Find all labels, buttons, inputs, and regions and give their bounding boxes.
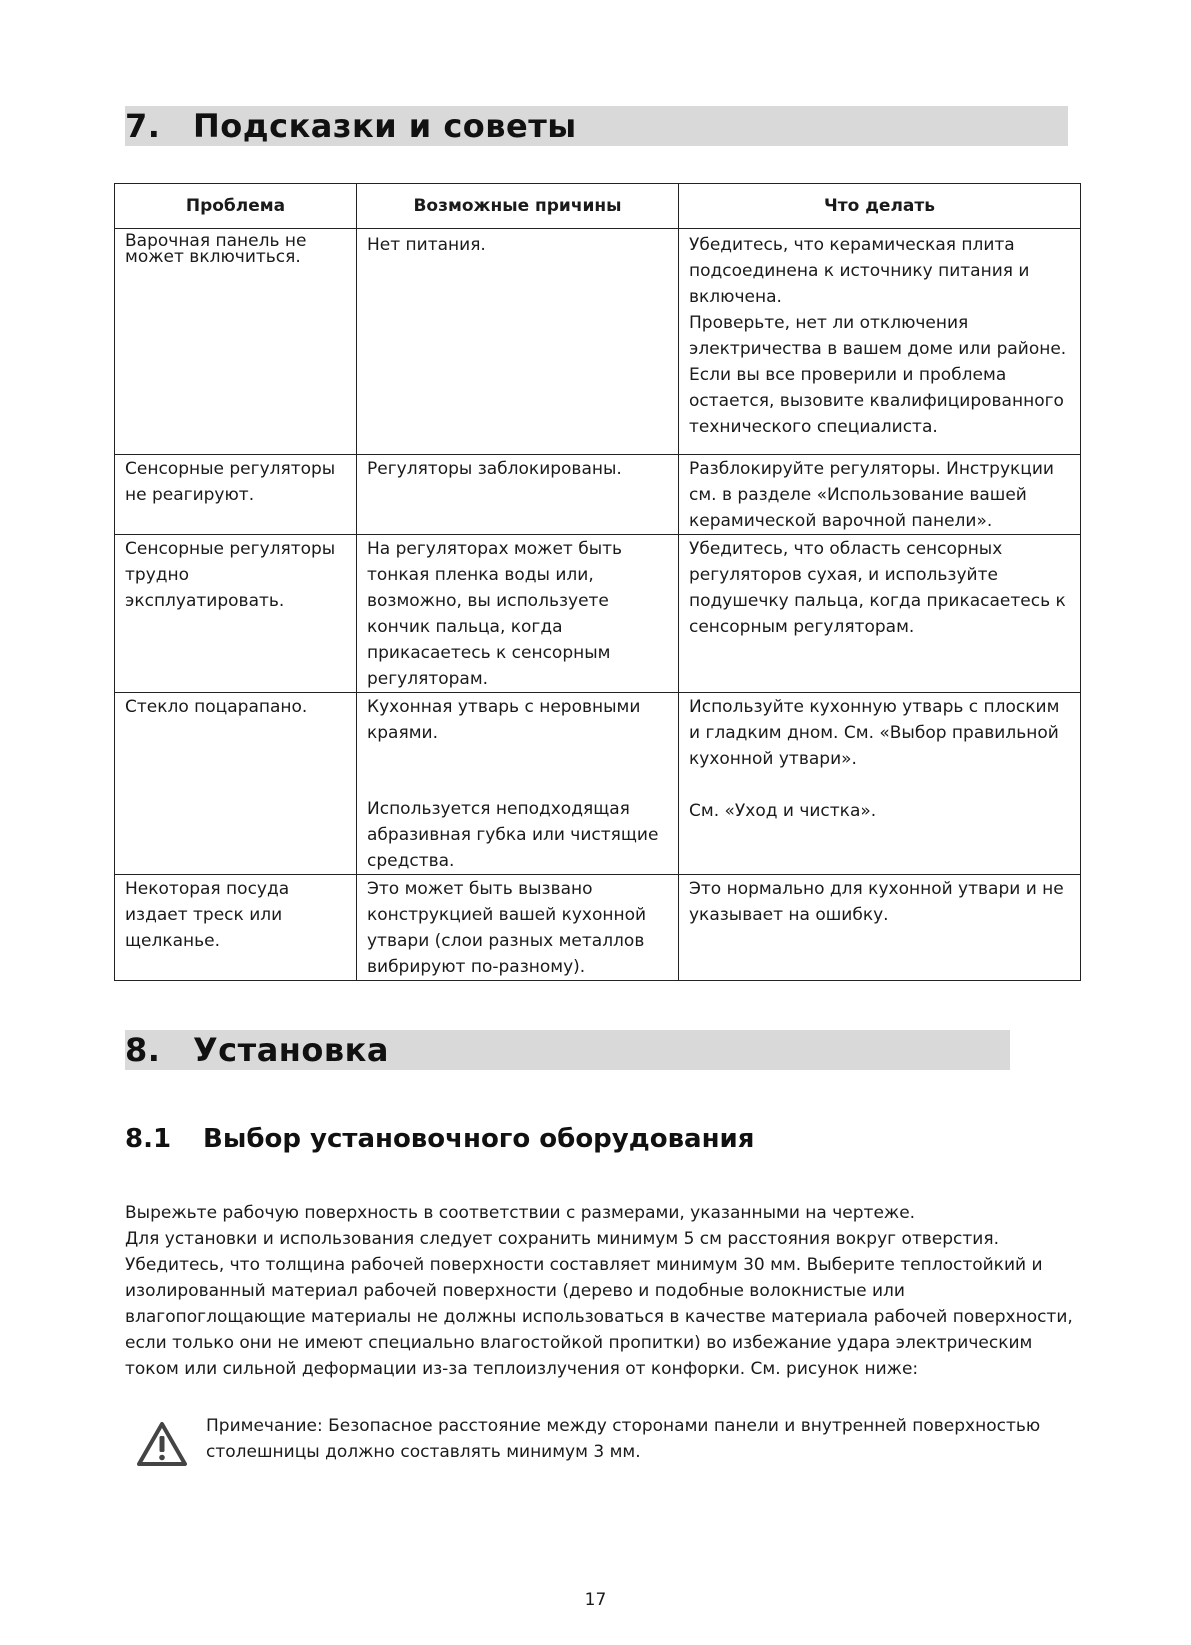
section-8-title-text: Установка bbox=[193, 1031, 389, 1069]
section-8-number: 8. bbox=[125, 1031, 161, 1069]
section-7-title-text: Подсказки и советы bbox=[193, 107, 577, 145]
action-text-2: Проверьте, нет ли отключения электричества в вашем доме или районе. Если вы все проверили и проблема остается, вызовите квалифицированного технического специалиста. bbox=[689, 313, 1067, 437]
header-action: Что делать bbox=[679, 184, 1081, 229]
body-line-2: Для установки и использования следует сохранить минимум 5 см расстояния вокруг отверстия. bbox=[125, 1229, 999, 1249]
cause-cell bbox=[357, 693, 679, 875]
action-text-2: См. «Уход и чистка». bbox=[689, 801, 877, 821]
action-cell bbox=[679, 229, 1081, 455]
action-cell: Убедитесь, что область сенсорных регуляторов сухая, и используйте подушечку пальца, когда прикасаетесь к сенсорным регуляторам. bbox=[679, 535, 1081, 693]
section-8-title bbox=[125, 1031, 389, 1069]
header-causes: Возможные причины bbox=[357, 184, 679, 229]
body-line-1: Вырежьте рабочую поверхность в соответствии с размерами, указанными на чертеже. bbox=[125, 1203, 916, 1223]
safety-note bbox=[136, 1413, 1096, 1473]
table-row bbox=[115, 875, 1081, 981]
problem-cell: Варочная панель не может включиться. bbox=[115, 229, 357, 455]
table-header-row bbox=[115, 184, 1081, 229]
section-8-heading bbox=[125, 1030, 1010, 1070]
troubleshooting-table bbox=[114, 183, 1081, 981]
cause-text: Кухонная утварь с неровными краями. bbox=[367, 697, 641, 743]
section-7-number: 7. bbox=[125, 107, 161, 145]
action-text: Используйте кухонную утварь с плоским и гладким дном. См. «Выбор правильной кухонной утвари». bbox=[689, 697, 1060, 769]
cause-cell: Регуляторы заблокированы. bbox=[357, 455, 679, 535]
table-row bbox=[115, 535, 1081, 693]
problem-cell: Сенсорные регуляторы трудно эксплуатировать. bbox=[115, 535, 357, 693]
header-problem: Проблема bbox=[115, 184, 357, 229]
action-cell: Это нормально для кухонной утвари и не указывает на ошибку. bbox=[679, 875, 1081, 981]
section-8-1-title bbox=[125, 1124, 754, 1154]
action-cell bbox=[679, 693, 1081, 875]
table-row bbox=[115, 229, 1081, 455]
note-text: Примечание: Безопасное расстояние между сторонами панели и внутренней поверхностью столешницы должно составлять минимум 3 мм. bbox=[206, 1416, 1041, 1462]
section-7-heading bbox=[125, 106, 1068, 146]
warning-triangle-icon bbox=[136, 1421, 188, 1467]
section-7-title bbox=[125, 107, 577, 145]
action-cell: Разблокируйте регуляторы. Инструкции см. в разделе «Использование вашей керамической варочной панели». bbox=[679, 455, 1081, 535]
cause-text-2: Используется неподходящая абразивная губка или чистящие средства. bbox=[367, 799, 659, 871]
installation-paragraph bbox=[125, 1200, 1085, 1382]
problem-cell: Стекло поцарапано. bbox=[115, 693, 357, 875]
body-line-3: Убедитесь, что толщина рабочей поверхности составляет минимум 30 мм. Выберите теплостойкий и изолированный материал рабочей поверхности (дерево и подобные волокнистые или влагопоглощающие материалы не должны использоваться в качестве материала рабочей поверхности, если только они не имеют специально влагостойкой пропитки) во избежание удара электрическим током или сильной деформации из-за теплоизлучения от конфорки. См. рисунок ниже: bbox=[125, 1255, 1073, 1379]
table-row bbox=[115, 693, 1081, 875]
problem-cell: Сенсорные регуляторы не реагируют. bbox=[115, 455, 357, 535]
action-text: Убедитесь, что керамическая плита подсоединена к источнику питания и включена. bbox=[689, 235, 1030, 307]
table-row bbox=[115, 455, 1081, 535]
cause-cell: Это может быть вызвано конструкцией вашей кухонной утвари (слои разных металлов вибрируют по-разному). bbox=[357, 875, 679, 981]
page-number: 17 bbox=[584, 1590, 607, 1610]
section-8-1-number: 8.1 bbox=[125, 1124, 172, 1154]
section-8-1-title-text: Выбор установочного оборудования bbox=[203, 1124, 755, 1154]
problem-cell: Некоторая посуда издает треск или щелканье. bbox=[115, 875, 357, 981]
cause-cell: На регуляторах может быть тонкая пленка воды или, возможно, вы используете кончик пальца, когда прикасаетесь к сенсорным регуляторам. bbox=[357, 535, 679, 693]
cause-cell: Нет питания. bbox=[357, 229, 679, 455]
